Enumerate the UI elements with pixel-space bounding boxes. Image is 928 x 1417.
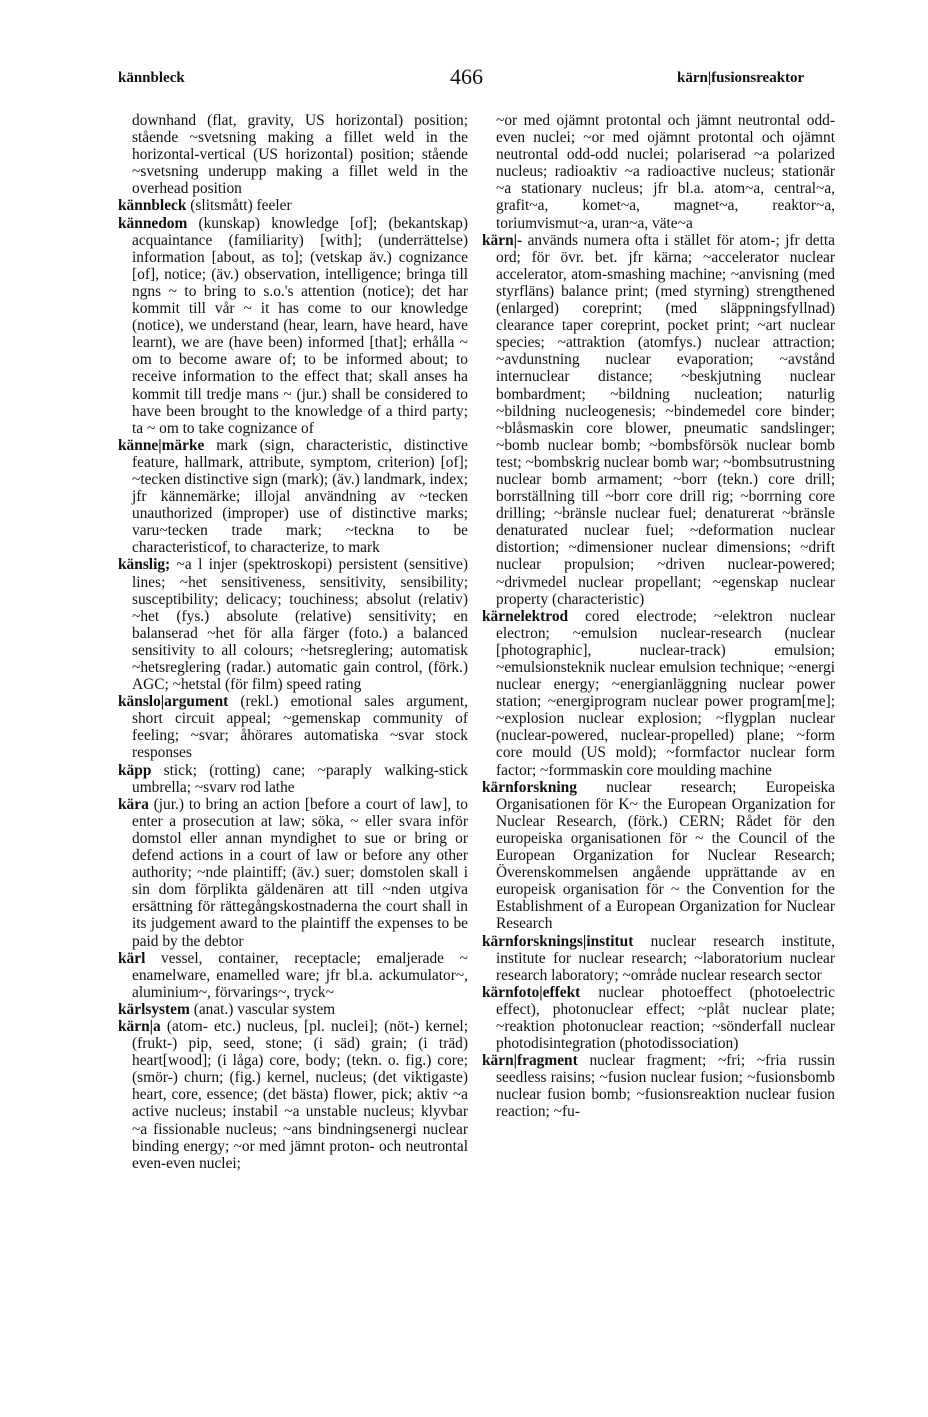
dictionary-entry — [482, 779, 835, 933]
entry-definition: nuclear photoeffect (photoelectric effect), photonuclear effect; ~plåt nuclear plate; ~reaktion photonuclear reaction; ~sönderfall nuclear photodisintegration (photodissociation) — [496, 983, 835, 1053]
headword: kärlsystem — [118, 1000, 190, 1018]
entry-definition: (slitsmått) feeler — [190, 197, 292, 215]
entry-definition: (kunskap) knowledge [of]; (bekantskap) acquaintance (familiarity) [with]; (underrättelse) information [about, as to]; (vetskap äv.) cognizance [of], notice; (äv.) observation, intelligence; bringa till ngns ~ to bring to s.o.'s attention (notice); det har kommit till vår ~ it has come to our knowledge (notice), we understand (hear, learn, have heard, have learnt), we are (have been) informed [that]; erhålla ~ om to become aware of; to be informed about; to receive information to the effect that; skall anses ha kommit till tredje mans ~ (jur.) shall be considered to have been brought to the knowledge of a third party; ta ~ om to take cognizance of — [132, 214, 468, 437]
headword: kärnforsknings|institut — [482, 932, 634, 950]
left-column — [118, 112, 468, 1172]
dictionary-entry — [118, 556, 468, 693]
right-column — [482, 112, 835, 1121]
entry-definition: nuclear fragment; ~fri; ~fria russin seedless raisins; ~fusion nuclear fusion; ~fusionsbomb nuclear fusion bomb; ~fusionsreaktion nuclear fusion reaction; ~fu- — [496, 1052, 835, 1121]
dictionary-entry — [118, 950, 468, 1001]
dictionary-entry — [118, 762, 468, 796]
headword: kärn|a — [118, 1017, 161, 1035]
headword: kännbleck — [118, 197, 187, 215]
dictionary-entry — [118, 215, 468, 437]
dictionary-entry — [118, 437, 468, 557]
dictionary-entry — [482, 984, 835, 1052]
dictionary-entry — [118, 796, 468, 950]
entry-definition: cored electrode; ~elektron nuclear electron; ~emulsion nuclear-research (nuclear [photographic], nuclear-track) emulsion; ~emulsionsteknik nuclear emulsion technique; ~energi nuclear energy; ~energianläggning nuclear power station; ~energiprogram nuclear power program[me]; ~explosion nuclear explosion; ~flygplan nuclear (nuclear-powered, nuclear-propelled) plane; ~form core mould (US mold); ~formfactor nuclear form factor; ~formmaskin core moulding machine — [496, 607, 835, 779]
dictionary-entry — [482, 933, 835, 984]
headword: kärnfoto|effekt — [482, 983, 581, 1001]
headword: kära — [118, 795, 149, 813]
dictionary-entry — [482, 1052, 835, 1120]
dictionary-entry — [118, 1001, 468, 1018]
entry-definition: nuclear research; Europeiska Organisationen för K~ the European Organization for Nuclear Research, (förk.) CERN; Rådet för den europeiska organisationen för ~ the Council of the European Organization for Nuclear Research; Överenskommelsen angående upprättande av en europeisk organisation för ~ the Convention for the Establishment of a European Organization for Nuclear Research — [496, 778, 835, 933]
headword: kärnforskning — [482, 778, 577, 796]
headword: kärn|- — [482, 231, 523, 249]
entry-definition: stick; (rotting) cane; ~paraply walking-stick umbrella; ~svarv rod lathe — [132, 761, 468, 796]
entry-definition: (anat.) vascular system — [193, 1000, 336, 1018]
entry-definition: vessel, container, receptacle; emaljerade ~ enamelware, enamelled ware; jfr bl.a. ackumulator~, aluminium~, förvarings~, tryck~ — [132, 949, 468, 1001]
dictionary-entry — [482, 608, 835, 779]
left-guide-word: kännbleck — [118, 70, 185, 86]
continued-entry — [482, 112, 835, 232]
dictionary-entry — [118, 197, 468, 214]
entry-definition: ~or med ojämnt protontal och jämnt neutrontal odd-even nuclei; ~or med ojämnt protontal och ojämnt neutrontal odd-odd nuclei; polariserad ~a polarized nucleus; radioaktiv ~a radioactive nucleus; stationär ~a stationary nucleus; jfr bl.a. atom~a, central~a, grafit~a, komet~a, magnet~a, reaktor~a, toriumvismut~a, uran~a, väte~a — [496, 112, 835, 232]
headword: känne|märke — [118, 436, 205, 454]
right-guide-word: kärn|fusionsreaktor — [677, 70, 805, 86]
headword: känslig; — [118, 556, 171, 574]
entry-definition: används numera ofta i stället för atom-; jfr detta ord; för övr. bet. jfr kärna; ~accelerator nuclear accelerator, atom-smashing machine; ~anvisning (med styrfläns) balance print; (med styrning) strengthened (enlarged) coreprint; (med släppningsfyllnad) clearance taper coreprint, pocket print; ~art nuclear species; ~attraktion (atomfys.) nuclear attraction; ~avdunstning nuclear evaporation; ~avstånd internuclear distance; ~beskjutning nuclear bombardment; ~bildning nucleation; naturlig ~bildning nucleogenesis; ~bindemedel core binder; ~blåsmaskin core blower, pneumatic sandslinger; ~bomb nuclear bomb; ~bombsförsök nuclear bomb test; ~bombskrig nuclear bomb war; ~bombsutrustning nuclear bomb armament; ~borr (tekn.) core drill; borrställning till ~borr core drill rig; ~borrning core drilling; ~bränsle nuclear fuel; denaturerat ~bränsle denaturated nuclear fuel; ~deformation nuclear distortion; ~dimensioner nuclear dimensions; ~drift nuclear propulsion; ~driven nuclear-powered; ~drivmedel nuclear propellant; ~egenskap nuclear property (characteristic) — [496, 231, 835, 608]
entry-definition: ~a l injer (spektroskopi) persistent (sensitive) lines; ~het sensitiveness, sensitivity, sensibility; susceptibility; delicacy; touchiness; absolut (relativ) ~het (fys.) absolute (relative) sensitivity; en balanserad ~het för alla färger (foto.) a balanced sensitivity to all colours; ~hetsreglering; automatisk ~hetsreglering (radar.) automatic gain control, (förk.) AGC; ~hetstal (för film) speed rating — [132, 556, 468, 694]
headword: känslo|argument — [118, 693, 229, 711]
entry-definition: nuclear research institute, institute for nuclear research; ~laboratorium nuclear research laboratory; ~område nuclear research sector — [496, 932, 835, 984]
headword: kärnelektrod — [482, 607, 569, 625]
headword: kärn|fragment — [482, 1052, 578, 1070]
page-number: 466 — [450, 64, 483, 89]
entry-definition: mark (sign, characteristic, distinctive feature, hallmark, attribute, symptom, criterion) [of]; ~tecken distinctive sign (mark); (äv.) landmark, index; jfr kännemärke; illojal användning av ~tecken unauthorized (improper) use of distinctive marks; varu~tecken trade mark; ~teckna to be characteristicof, to characterize, to mark — [132, 436, 468, 557]
dictionary-entry — [118, 1018, 468, 1172]
entry-definition: (rekl.) emotional sales argument, short circuit appeal; ~gemenskap community of feeling; ~svar; åhörares automatiska ~svar stock responses — [132, 693, 468, 762]
dictionary-entry — [118, 693, 468, 761]
headword: käpp — [118, 761, 152, 779]
entry-definition: (atom- etc.) nucleus, [pl. nuclei]; (nöt-) kernel; (frukt-) pip, seed, stone; (i säd) grain; (i träd) heart[wood]; (i låga) core, body; (tekn. o. fig.) core; (smör-) churn; (fig.) kernel, nucleus; (det viktigaste) heart, core, essence; (det bästa) flower, pick; aktiv ~a active nucleus; instabil ~a unstable nucleus; klyvbar ~a fissionable nucleus; ~ans bindningsenergi nuclear binding energy; ~or med jämnt proton- och neutrontal even-even nuclei; — [132, 1017, 468, 1172]
continued-entry — [118, 112, 468, 197]
dictionary-entry — [482, 232, 835, 608]
headword: kärl — [118, 949, 146, 967]
entry-definition: downhand (flat, gravity, US horizontal) position; stående ~svetsning making a fillet weld in the horizontal-vertical (US horizontal) position; stående ~svetsning underupp making a fillet weld in the overhead position — [132, 112, 468, 198]
headword: kännedom — [118, 214, 188, 232]
entry-definition: (jur.) to bring an action [before a court of law], to enter a prosecution at law; söka, ~ eller svara inför domstol eller annan myndighet to sue or bring or defend actions in a court of law or before any other authority; ~nde plaintiff; (äv.) suer; domstolen skall i sin dom förplikta gäldenären att till ~nden utgiva ersättning för rättegångskostnaderna the court shall in its judgement award to the plaintiff the expenses to be paid by the debtor — [132, 795, 468, 950]
